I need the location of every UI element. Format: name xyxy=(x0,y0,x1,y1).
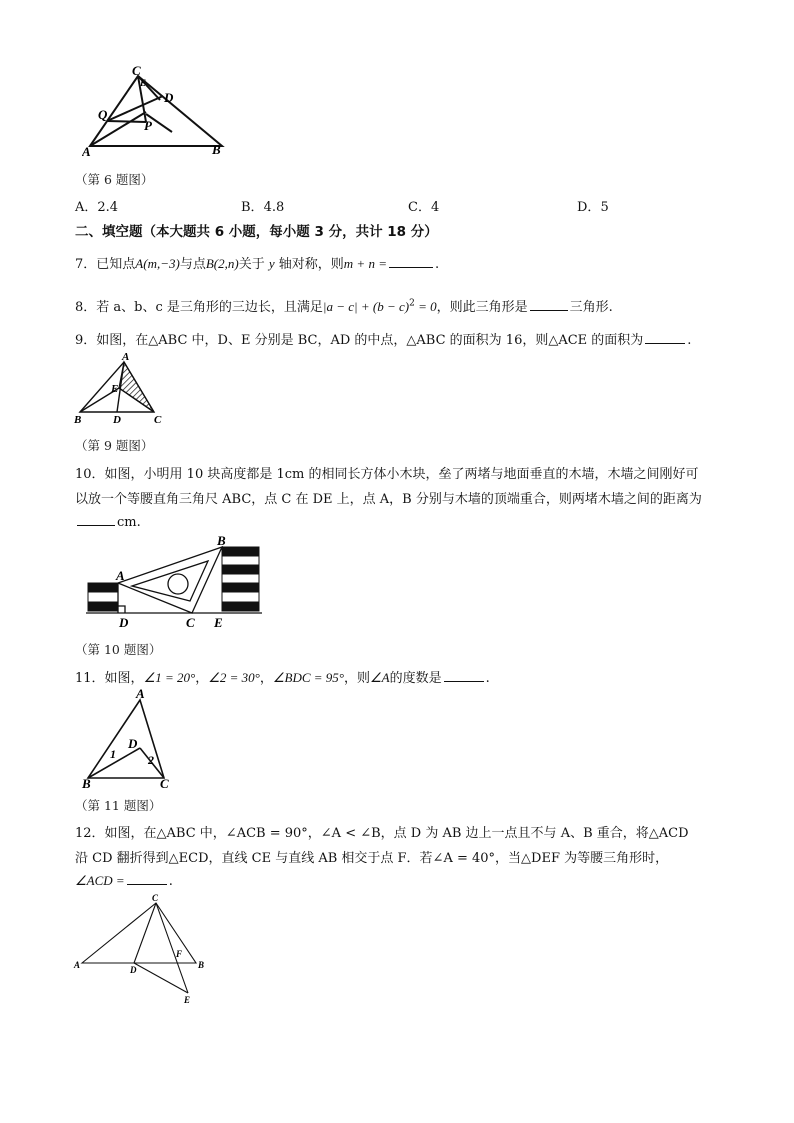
q7-text: 7．已知点A(m,−3)与点B(2,n)关于 y 轴对称，则m + n = . xyxy=(75,256,440,272)
q9-label-e: E xyxy=(111,383,119,395)
q12-label-c: C xyxy=(152,893,159,903)
q6-label-b: B xyxy=(212,142,221,157)
q7-answer-blank[interactable] xyxy=(389,255,433,268)
q9-figure xyxy=(72,350,172,426)
q9-answer-blank[interactable] xyxy=(645,331,685,344)
q6-label-c: C xyxy=(132,64,141,78)
q12-label-d: D xyxy=(130,965,137,975)
q12-answer-blank[interactable] xyxy=(127,872,167,885)
q11-label-2: 2 xyxy=(148,753,154,767)
q6-option-b: B．4.8 xyxy=(241,200,285,215)
q12-label-b: B xyxy=(198,960,205,970)
q9-label-d: D xyxy=(113,414,121,426)
q11-label-b: B xyxy=(82,776,91,790)
q8-answer-blank[interactable] xyxy=(530,298,568,311)
q10-label-b: B xyxy=(217,533,226,548)
q9-label-b: B xyxy=(74,414,82,426)
q6-option-c: C．4 xyxy=(408,200,440,215)
q11-label-d: D xyxy=(128,736,138,751)
q10-caption: （第 10 题图） xyxy=(75,642,162,657)
q10-label-d: D xyxy=(119,615,129,630)
q12-line2: 沿 CD 翻折得到△ECD，直线 CE 与直线 AB 相交于点 F．若∠A = 40°，当△DEF 为等腰三角形时， xyxy=(75,851,669,866)
q9-text: 9．如图，在△ABC 中，D、E 分别是 BC，AD 的中点，△ABC 的面积为 16，则△ACE 的面积为 . xyxy=(75,333,692,348)
q6-caption: （第 6 题图） xyxy=(75,172,154,187)
q6-option-a: A．2.4 xyxy=(75,200,119,215)
q10-label-e: E xyxy=(214,615,223,630)
q10-line2: 以放一个等腰直角三角尺 ABC，点 C 在 DE 上，点 A，B 分别与木墙的顶端重合，则两堵木墙之间的距离为 xyxy=(75,492,702,507)
q10-answer-blank[interactable] xyxy=(77,513,115,526)
q10-label-a: A xyxy=(116,568,125,583)
q11-figure xyxy=(80,686,180,790)
q8-text: 8．若 a、b、c 是三角形的三边长，且满足$|a - c| + (b - c)^2 = 0$，则此三角形是 三角形. xyxy=(75,298,613,315)
q10-figure xyxy=(86,533,264,631)
q6-label-e: E xyxy=(140,78,147,88)
q6-label-p: P xyxy=(144,118,152,133)
q6-option-d: D．5 xyxy=(577,200,609,215)
q6-label-a: A xyxy=(82,144,91,159)
q11-label-a: A xyxy=(136,686,145,701)
q12-label-f: F xyxy=(176,949,183,959)
q9-label-a: A xyxy=(122,351,130,363)
q11-text: 11．如图，∠1 = 20°，∠2 = 30°，∠BDC = 95°，则∠A的度数是 . xyxy=(75,670,490,686)
q9-caption: （第 9 题图） xyxy=(75,438,154,453)
section-fill-in-heading: 二、填空题（本大题共 6 小题，每小题 3 分，共计 18 分） xyxy=(75,224,438,240)
q12-line3: ∠ACD = . xyxy=(75,873,173,889)
q6-label-q: Q xyxy=(98,107,108,122)
q11-caption: （第 11 题图） xyxy=(75,798,162,813)
q12-label-e: E xyxy=(184,995,191,1005)
q10-line1: 10．如图，小明用 10 块高度都是 1cm 的相同长方体小木块，垒了两堵与地面垂直的木墙，木墙之间刚好可 xyxy=(75,467,699,482)
q12-figure xyxy=(72,893,212,1005)
q9-label-c: C xyxy=(154,414,162,426)
q11-label-1: 1 xyxy=(110,747,116,761)
q11-label-c: C xyxy=(160,776,169,790)
q10-line3: cm. xyxy=(75,513,141,530)
q12-line1: 12．如图，在△ABC 中，∠ACB = 90°，∠A < ∠B，点 D 为 AB 边上一点且不与 A、B 重合，将△ACD xyxy=(75,826,689,841)
q11-answer-blank[interactable] xyxy=(444,669,484,682)
q10-label-c: C xyxy=(186,615,195,630)
q6-figure xyxy=(82,64,232,160)
q6-label-d: D xyxy=(164,90,174,105)
q12-label-a: A xyxy=(74,960,81,970)
